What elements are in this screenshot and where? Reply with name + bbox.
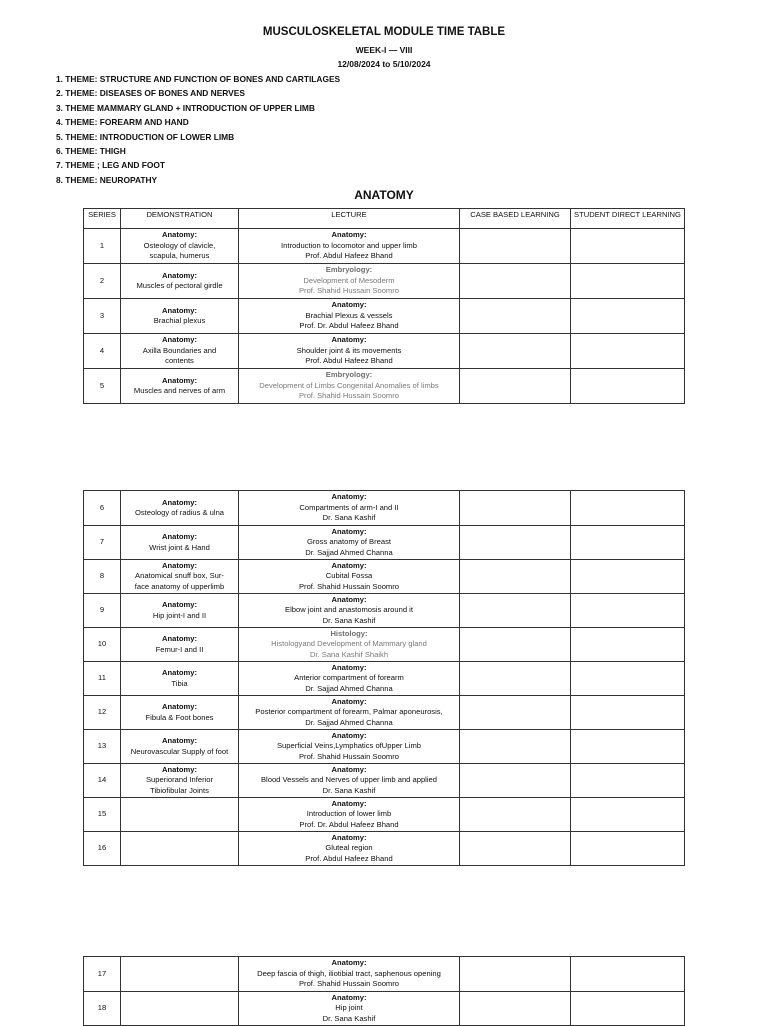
table-row — [84, 992, 685, 1026]
demonstration-text: Muscles and nerves of arm — [133, 386, 226, 395]
theme-item: 4. THEME: FOREARM AND HAND — [56, 117, 189, 128]
lecture-subject: Anatomy: — [331, 300, 367, 310]
series-cell: 7 — [84, 526, 121, 560]
lecture-subject: Anatomy: — [331, 992, 367, 1002]
table-row — [84, 730, 685, 764]
timetable-part-3 — [83, 956, 685, 1026]
table-row — [84, 264, 685, 299]
case-based-learning-cell — [460, 334, 571, 369]
student-direct-learning-cell — [571, 491, 685, 526]
demonstration-cell — [121, 299, 239, 334]
demonstration-text: face anatomy of upperlimb — [134, 581, 225, 591]
lecture-subject: Anatomy: — [331, 798, 367, 808]
demonstration-subject: Anatomy: — [161, 305, 198, 315]
series-cell: 1 — [84, 229, 121, 264]
series-cell: 6 — [84, 491, 121, 526]
lecture-topic: Blood Vessels and Nerves of upper limb and applied — [260, 775, 438, 785]
table-row — [84, 560, 685, 594]
demonstration-cell — [121, 229, 239, 264]
series-cell: 5 — [84, 369, 121, 404]
table-row — [84, 334, 685, 369]
case-based-learning-cell — [460, 764, 571, 798]
case-based-learning-cell — [460, 832, 571, 866]
lecture-topic: Hip joint — [335, 1003, 363, 1013]
demonstration-cell — [121, 334, 239, 369]
lecturer-name: Prof. Abdul Hafeez Bhand — [305, 356, 393, 366]
theme-list — [56, 72, 340, 187]
case-based-learning-cell — [460, 526, 571, 560]
student-direct-learning-cell — [571, 560, 685, 594]
date-range: 12/08/2024 to 5/10/2024 — [337, 59, 431, 69]
table-row — [84, 526, 685, 560]
demonstration-subject: Anatomy: — [161, 668, 198, 678]
demonstration-text: Hip joint-I and II — [152, 610, 207, 620]
lecture-topic: Shoulder joint & its movements — [296, 345, 402, 355]
lecture-cell — [239, 628, 460, 662]
table-row — [84, 628, 685, 662]
case-based-learning-cell — [460, 560, 571, 594]
demonstration-text: Tibiofibular Joints — [150, 785, 209, 795]
lecture-cell — [239, 832, 460, 866]
demonstration-subject: Anatomy: — [161, 375, 198, 385]
lecture-topic: Development of Limbs Congenital Anomalies of limbs — [259, 380, 439, 390]
demonstration-cell — [121, 369, 239, 404]
column-header-case-based-learning: CASE BASED LEARNING — [460, 209, 571, 229]
demonstration-subject: Anatomy: — [161, 634, 198, 644]
student-direct-learning-cell — [571, 526, 685, 560]
lecture-topic: Compartments of arm-I and II — [299, 502, 399, 512]
student-direct-learning-cell — [571, 594, 685, 628]
student-direct-learning-cell — [571, 662, 685, 696]
demonstration-text: Wrist joint & Hand — [149, 542, 210, 552]
lecture-cell — [239, 560, 460, 594]
lecture-topic: Deep fascia of thigh, iliotibial tract, saphenous opening — [257, 968, 441, 978]
series-cell: 15 — [84, 798, 121, 832]
lecture-subject: Histology: — [330, 628, 368, 638]
demonstration-text: Muscles of pectoral girdle — [136, 281, 223, 290]
table-row — [84, 696, 685, 730]
column-header-lecture: LECTURE — [239, 209, 460, 229]
lecture-subject: Embryology: — [325, 265, 373, 275]
table-row — [84, 957, 685, 992]
student-direct-learning-cell — [571, 696, 685, 730]
lecture-cell — [239, 229, 460, 264]
demonstration-cell — [121, 832, 239, 866]
table-row — [84, 299, 685, 334]
lecture-topic: Elbow joint and anastomosis around it — [285, 605, 413, 615]
series-cell: 18 — [84, 992, 121, 1026]
lecturer-name: Prof. Shahid Hussain Soomro — [298, 391, 400, 401]
lecture-cell — [239, 491, 460, 526]
lecturer-name: Prof. Abdul Hafeez Bhand — [305, 251, 393, 261]
student-direct-learning-cell — [571, 299, 685, 334]
case-based-learning-cell — [460, 992, 571, 1026]
lecture-topic: Histologyand Development of Mammary gland — [271, 639, 427, 649]
column-header-demonstration: DEMONSTRATION — [121, 209, 239, 229]
column-header-series: SERIES — [84, 209, 121, 229]
series-cell: 17 — [84, 957, 121, 992]
case-based-learning-cell — [460, 594, 571, 628]
demonstration-cell — [121, 491, 239, 526]
lecture-cell — [239, 594, 460, 628]
demonstration-cell — [121, 730, 239, 764]
student-direct-learning-cell — [571, 730, 685, 764]
lecture-topic: Superficial Veins,Lymphatics ofUpper Limb — [276, 741, 422, 751]
demonstration-cell — [121, 957, 239, 992]
demonstration-cell — [121, 628, 239, 662]
lecturer-name: Prof. Dr. Abdul Hafeez Bhand — [299, 819, 399, 829]
table-header-row — [84, 209, 685, 229]
series-cell: 14 — [84, 764, 121, 798]
lecture-topic: Posterior compartment of forearm, Palmar aponeurosis, — [255, 707, 443, 717]
demonstration-subject: Anatomy: — [161, 335, 198, 345]
lecture-cell — [239, 526, 460, 560]
series-cell: 3 — [84, 299, 121, 334]
demonstration-cell — [121, 662, 239, 696]
timetable-part-1 — [83, 208, 685, 404]
lecture-cell — [239, 730, 460, 764]
demonstration-text: Superiorand Inferior — [145, 775, 214, 785]
demonstration-subject: Anatomy: — [161, 560, 198, 570]
case-based-learning-cell — [460, 957, 571, 992]
lecture-cell — [239, 696, 460, 730]
student-direct-learning-cell — [571, 369, 685, 404]
student-direct-learning-cell — [571, 957, 685, 992]
series-cell: 10 — [84, 628, 121, 662]
demonstration-subject: Anatomy: — [161, 702, 198, 712]
demonstration-subject: Anatomy: — [161, 230, 198, 240]
demonstration-cell — [121, 764, 239, 798]
lecture-subject: Anatomy: — [331, 958, 367, 968]
lecturer-name: Dr. Sana Kashif Shaikh — [309, 649, 389, 659]
lecturer-name: Dr. Sana Kashif — [322, 615, 376, 625]
demonstration-subject: Anatomy: — [161, 736, 198, 746]
lecturer-name: Prof. Shahid Hussain Soomro — [298, 979, 400, 989]
lecture-subject: Anatomy: — [331, 560, 367, 570]
lecturer-name: Prof. Shahid Hussain Soomro — [298, 581, 400, 591]
table-row — [84, 491, 685, 526]
theme-item: 7. THEME ; LEG AND FOOT — [56, 160, 166, 171]
lecture-subject: Anatomy: — [331, 730, 367, 740]
column-header-student-direct-learning: STUDENT DIRECT LEARNING — [571, 209, 685, 229]
lecture-cell — [239, 764, 460, 798]
lecture-topic: Brachial Plexus & vessels — [305, 310, 393, 320]
series-cell: 12 — [84, 696, 121, 730]
lecturer-name: Dr. Sajjad Ahmed Channa — [305, 717, 393, 727]
demonstration-cell — [121, 264, 239, 299]
lecturer-name: Dr. Sana Kashif — [322, 785, 376, 795]
demonstration-cell — [121, 992, 239, 1026]
demonstration-subject: Anatomy: — [161, 764, 198, 774]
demonstration-cell — [121, 798, 239, 832]
demonstration-cell — [121, 526, 239, 560]
demonstration-subject: Anatomy: — [161, 270, 198, 280]
lecture-cell — [239, 992, 460, 1026]
demonstration-text: Brachial plexus — [153, 316, 206, 325]
lecture-subject: Anatomy: — [331, 526, 367, 536]
series-cell: 8 — [84, 560, 121, 594]
lecture-cell — [239, 662, 460, 696]
student-direct-learning-cell — [571, 992, 685, 1026]
theme-item: 1. THEME: STRUCTURE AND FUNCTION OF BONES AND CARTILAGES — [56, 74, 341, 84]
case-based-learning-cell — [460, 264, 571, 299]
case-based-learning-cell — [460, 491, 571, 526]
demonstration-text: Femur-I and II — [155, 644, 204, 654]
lecture-topic: Introduction to locomotor and upper limb — [281, 240, 417, 250]
demonstration-text: contents — [165, 356, 194, 366]
series-cell: 9 — [84, 594, 121, 628]
lecture-subject: Anatomy: — [331, 832, 367, 842]
theme-item: 5. THEME: INTRODUCTION OF LOWER LIMB — [56, 131, 235, 142]
timetable-part-2 — [83, 490, 685, 866]
section-title: ANATOMY — [354, 188, 414, 202]
demonstration-cell — [121, 696, 239, 730]
table-row — [84, 594, 685, 628]
table-row — [84, 662, 685, 696]
demonstration-subject: Anatomy: — [161, 532, 198, 542]
student-direct-learning-cell — [571, 798, 685, 832]
case-based-learning-cell — [460, 696, 571, 730]
table-row — [84, 798, 685, 832]
lecture-subject: Embryology: — [325, 370, 373, 380]
lecture-cell — [239, 798, 460, 832]
lecture-cell — [239, 957, 460, 992]
series-cell: 16 — [84, 832, 121, 866]
case-based-learning-cell — [460, 798, 571, 832]
lecture-cell — [239, 334, 460, 369]
series-cell: 2 — [84, 264, 121, 299]
theme-item: 3. THEME MAMMARY GLAND + INTRODUCTION OF UPPER LIMB — [56, 102, 315, 113]
demonstration-text: Tibia — [171, 678, 188, 688]
demonstration-text: Neurovascular Supply of foot — [130, 746, 229, 756]
demonstration-text: scapula, humerus — [149, 251, 210, 261]
theme-item: 8. THEME: NEUROPATHY — [56, 174, 158, 185]
lecture-subject: Anatomy: — [331, 492, 367, 502]
demonstration-subject: Anatomy: — [161, 497, 198, 507]
lecture-subject: Anatomy: — [331, 594, 367, 604]
table-row — [84, 764, 685, 798]
lecture-subject: Anatomy: — [331, 764, 367, 774]
case-based-learning-cell — [460, 662, 571, 696]
lecture-subject: Anatomy: — [331, 335, 367, 345]
lecture-subject: Anatomy: — [331, 696, 367, 706]
lecture-topic: Cubital Fossa — [325, 571, 373, 581]
lecture-topic: Development of Mesoderm — [303, 275, 395, 285]
demonstration-cell — [121, 594, 239, 628]
student-direct-learning-cell — [571, 229, 685, 264]
lecture-topic: Gross anatomy of Breast — [307, 537, 391, 547]
student-direct-learning-cell — [571, 334, 685, 369]
demonstration-text: Osteology of clavicle, — [143, 240, 216, 250]
table-row — [84, 229, 685, 264]
demonstration-text: Fibula & Foot bones — [145, 712, 214, 722]
lecturer-name: Prof. Shahid Hussain Soomro — [298, 751, 400, 761]
series-cell: 11 — [84, 662, 121, 696]
lecturer-name: Prof. Dr. Abdul Hafeez Bhand — [299, 321, 399, 331]
demonstration-subject: Anatomy: — [161, 600, 198, 610]
student-direct-learning-cell — [571, 832, 685, 866]
lecturer-name: Dr. Sajjad Ahmed Channa — [305, 547, 393, 557]
lecture-cell — [239, 299, 460, 334]
page-title: MUSCULOSKELETAL MODULE TIME TABLE — [262, 26, 506, 38]
demonstration-text: Axilla Boundaries and — [142, 345, 217, 355]
series-cell: 13 — [84, 730, 121, 764]
demonstration-text: Anatomical snuff box, Sur- — [135, 571, 224, 581]
table-row — [84, 832, 685, 866]
student-direct-learning-cell — [571, 264, 685, 299]
lecturer-name: Dr. Sajjad Ahmed Channa — [305, 683, 393, 693]
lecturer-name: Prof. Shahid Hussain Soomro — [298, 286, 400, 296]
student-direct-learning-cell — [571, 764, 685, 798]
lecture-subject: Anatomy: — [331, 230, 367, 240]
lecture-cell — [239, 264, 460, 299]
demonstration-text: Osteology of radius & ulna — [134, 508, 225, 517]
week-range: WEEK-I — VIII — [355, 45, 413, 55]
case-based-learning-cell — [460, 628, 571, 662]
series-cell: 4 — [84, 334, 121, 369]
lecturer-name: Dr. Sana Kashif — [322, 1013, 376, 1023]
case-based-learning-cell — [460, 730, 571, 764]
theme-item: 2. THEME: DISEASES OF BONES AND NERVES — [56, 88, 245, 99]
demonstration-cell — [121, 560, 239, 594]
lecturer-name: Prof. Abdul Hafeez Bhand — [305, 853, 393, 863]
case-based-learning-cell — [460, 299, 571, 334]
case-based-learning-cell — [460, 369, 571, 404]
lecture-topic: Introduction of lower limb — [306, 809, 392, 819]
lecturer-name: Dr. Sana Kashif — [322, 513, 376, 523]
case-based-learning-cell — [460, 229, 571, 264]
lecture-topic: Gluteal region — [325, 843, 373, 853]
lecture-subject: Anatomy: — [331, 662, 367, 672]
lecture-cell — [239, 369, 460, 404]
theme-item: 6. THEME: THIGH — [56, 146, 126, 157]
student-direct-learning-cell — [571, 628, 685, 662]
lecture-topic: Anterior compartment of forearm — [294, 673, 404, 683]
table-row — [84, 369, 685, 404]
